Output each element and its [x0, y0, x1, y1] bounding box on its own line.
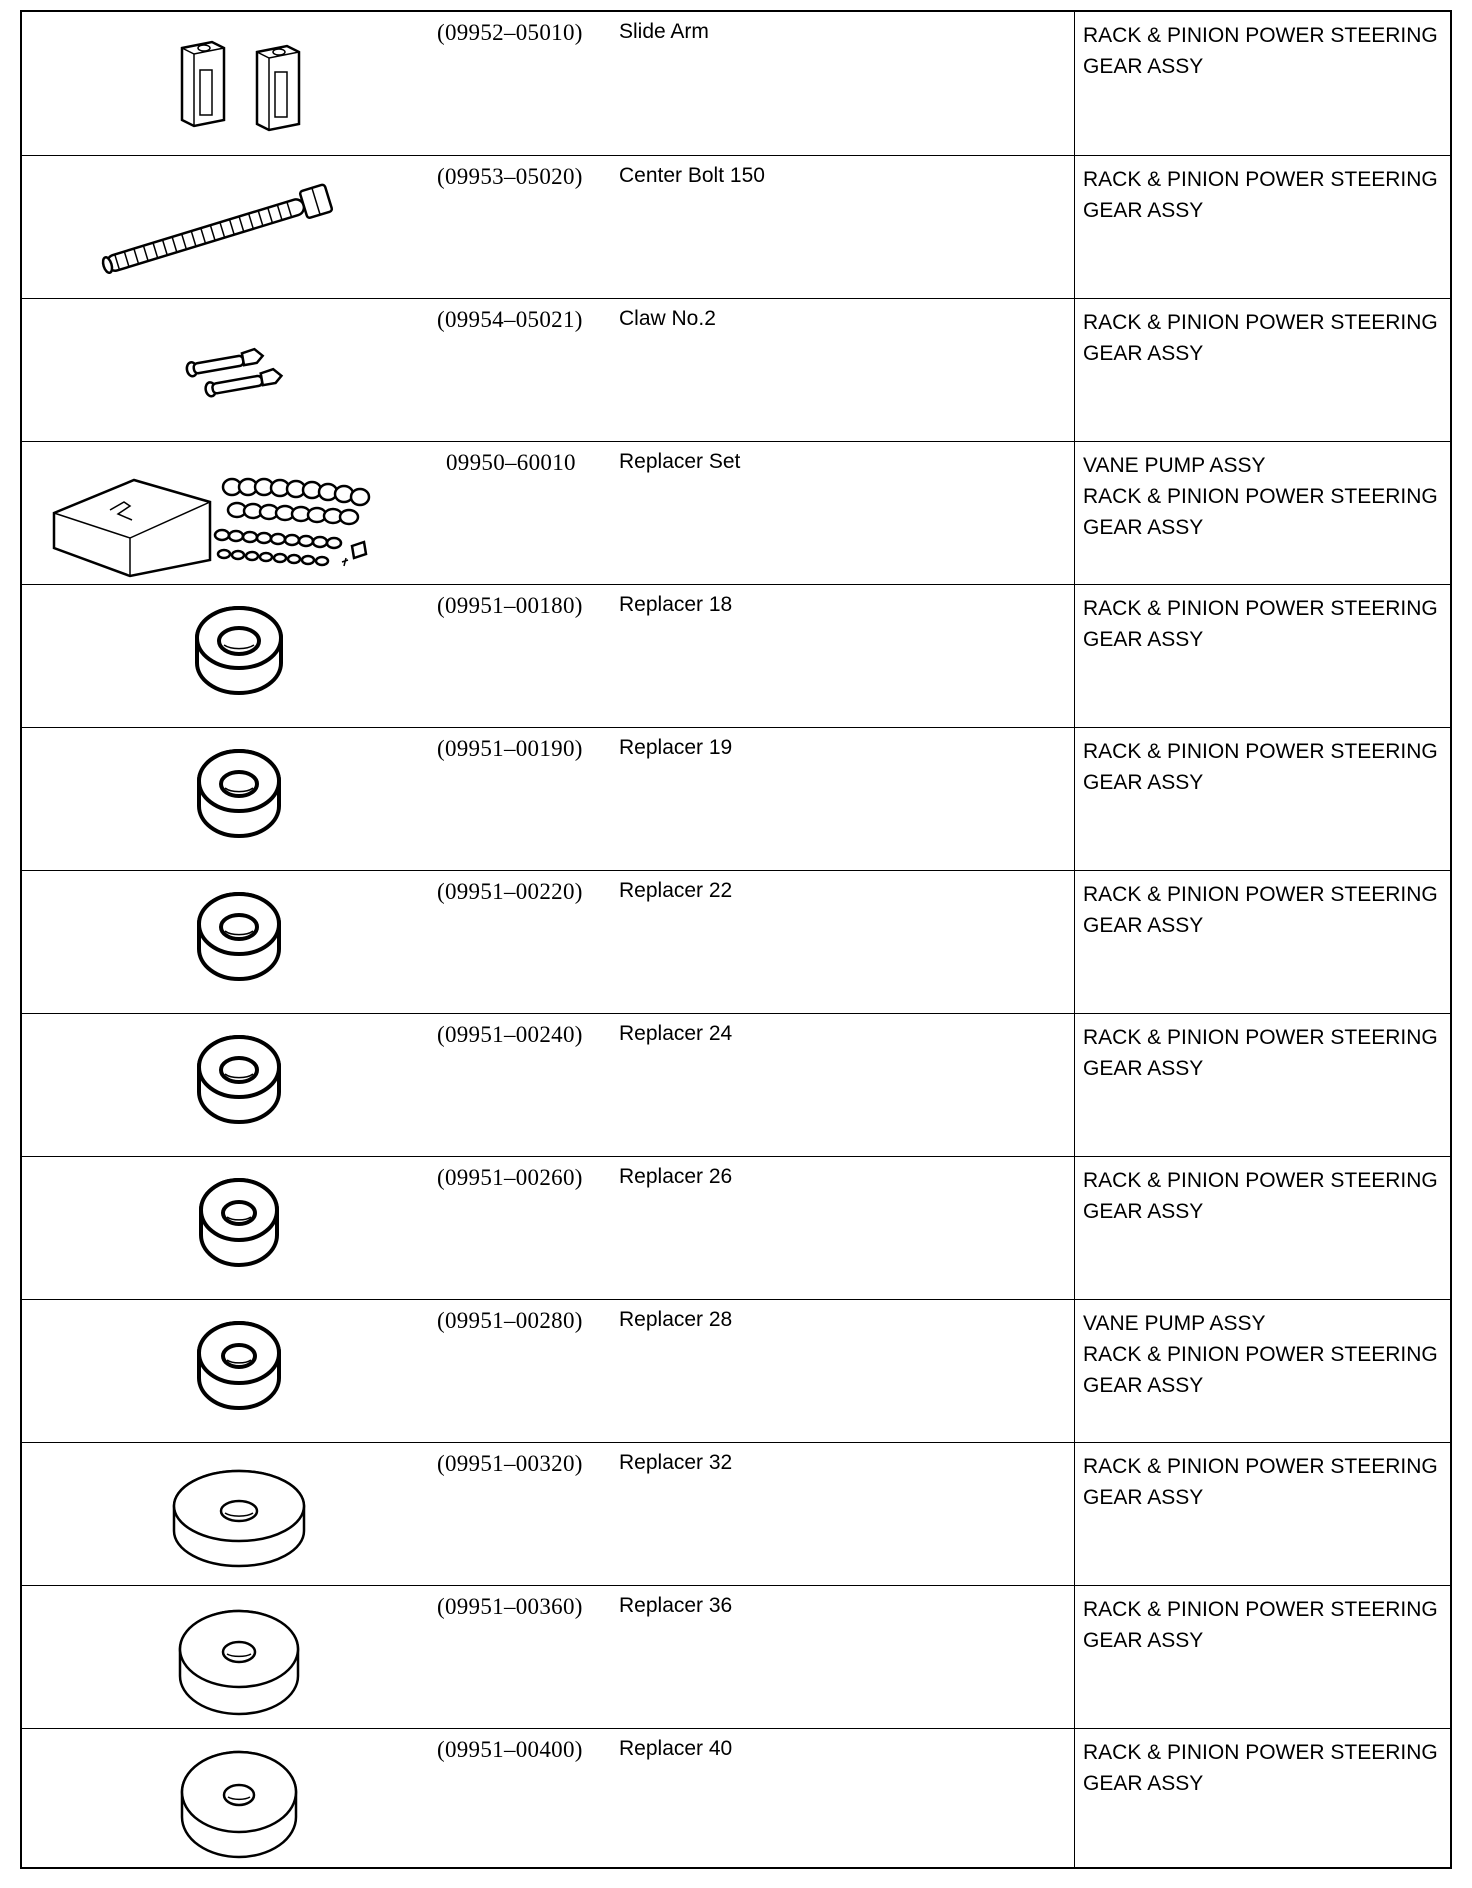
tool-name: Replacer Set: [619, 450, 741, 473]
part-number: (09951–00400): [437, 1737, 583, 1762]
usage-line: RACK & PINION POWER STEERING: [1083, 740, 1438, 763]
usage-list: [1083, 1165, 1453, 1227]
usage-line: RACK & PINION POWER STEERING: [1083, 597, 1438, 620]
table-row: [22, 1728, 1450, 1867]
slide-arm-icon: [52, 20, 432, 145]
part-number: (09951–00190): [437, 736, 583, 761]
usage-list: [1083, 450, 1453, 543]
usage-line: RACK & PINION POWER STEERING: [1083, 485, 1438, 508]
replacer-disc-icon: [52, 1451, 432, 1576]
usage-line: RACK & PINION POWER STEERING: [1083, 1169, 1438, 1192]
tool-name: Replacer 18: [619, 593, 733, 616]
part-number: (09951–00180): [437, 593, 583, 618]
tool-name: Replacer 26: [619, 1165, 733, 1188]
tool-name: Claw No.2: [619, 307, 716, 330]
usage-line: RACK & PINION POWER STEERING: [1083, 311, 1438, 334]
usage-list: [1083, 1737, 1453, 1799]
tool-name: Center Bolt 150: [619, 164, 765, 187]
usage-list: [1083, 1451, 1453, 1513]
usage-line: RACK & PINION POWER STEERING: [1083, 168, 1438, 191]
usage-line: GEAR ASSY: [1083, 1200, 1204, 1223]
usage-line: RACK & PINION POWER STEERING: [1083, 1026, 1438, 1049]
part-number: (09952–05010): [437, 20, 583, 45]
replacer-ring-icon: [52, 1308, 432, 1433]
usage-line: RACK & PINION POWER STEERING: [1083, 24, 1438, 47]
usage-line: GEAR ASSY: [1083, 628, 1204, 651]
usage-line: GEAR ASSY: [1083, 914, 1204, 937]
table-row: [22, 870, 1450, 1013]
usage-line: GEAR ASSY: [1083, 199, 1204, 222]
table-row: [22, 1156, 1450, 1299]
replacer-set-icon: [52, 450, 432, 575]
replacer-disc-icon: [52, 1737, 432, 1862]
usage-line: GEAR ASSY: [1083, 771, 1204, 794]
table-row: [22, 155, 1450, 298]
table-row: [22, 1585, 1450, 1728]
usage-line: GEAR ASSY: [1083, 55, 1204, 78]
usage-line: RACK & PINION POWER STEERING: [1083, 1455, 1438, 1478]
replacer-ring-icon: [52, 593, 432, 718]
usage-line: GEAR ASSY: [1083, 1629, 1204, 1652]
tool-table: [20, 10, 1452, 1869]
tool-name: Slide Arm: [619, 20, 709, 43]
usage-list: [1083, 1022, 1453, 1084]
usage-line: VANE PUMP ASSY: [1083, 454, 1266, 477]
table-row: [22, 12, 1450, 155]
usage-line: GEAR ASSY: [1083, 342, 1204, 365]
table-row: [22, 298, 1450, 441]
usage-line: GEAR ASSY: [1083, 1374, 1204, 1397]
part-number: (09951–00320): [437, 1451, 583, 1476]
usage-list: [1083, 307, 1453, 369]
part-number: (09954–05021): [437, 307, 583, 332]
part-number: (09951–00240): [437, 1022, 583, 1047]
part-number: (09951–00220): [437, 879, 583, 904]
tool-name: Replacer 19: [619, 736, 733, 759]
table-row: [22, 441, 1450, 584]
usage-list: [1083, 1308, 1453, 1401]
usage-list: [1083, 1594, 1453, 1656]
tool-name: Replacer 32: [619, 1451, 733, 1474]
tool-name: Replacer 22: [619, 879, 733, 902]
usage-line: RACK & PINION POWER STEERING: [1083, 1343, 1438, 1366]
part-number: (09951–00360): [437, 1594, 583, 1619]
usage-line: RACK & PINION POWER STEERING: [1083, 1741, 1438, 1764]
replacer-ring-icon: [52, 736, 432, 861]
replacer-ring-icon: [52, 1022, 432, 1147]
tool-name: Replacer 36: [619, 1594, 733, 1617]
tool-name: Replacer 40: [619, 1737, 733, 1760]
usage-line: RACK & PINION POWER STEERING: [1083, 1598, 1438, 1621]
part-number: (09953–05020): [437, 164, 583, 189]
replacer-ring-icon: [52, 1165, 432, 1290]
usage-list: [1083, 593, 1453, 655]
part-number: 09950–60010: [446, 450, 576, 475]
usage-line: GEAR ASSY: [1083, 516, 1204, 539]
usage-line: GEAR ASSY: [1083, 1486, 1204, 1509]
usage-line: GEAR ASSY: [1083, 1772, 1204, 1795]
usage-line: GEAR ASSY: [1083, 1057, 1204, 1080]
part-number: (09951–00260): [437, 1165, 583, 1190]
replacer-disc-icon: [52, 1594, 432, 1719]
tool-name: Replacer 28: [619, 1308, 733, 1331]
usage-list: [1083, 879, 1453, 941]
usage-line: RACK & PINION POWER STEERING: [1083, 883, 1438, 906]
table-row: [22, 727, 1450, 870]
center-bolt-icon: [52, 164, 432, 289]
part-number: (09951–00280): [437, 1308, 583, 1333]
usage-list: [1083, 736, 1453, 798]
table-row: [22, 1013, 1450, 1156]
usage-list: [1083, 20, 1453, 82]
table-row: [22, 584, 1450, 727]
tool-name: Replacer 24: [619, 1022, 733, 1045]
table-row: [22, 1299, 1450, 1442]
usage-line: VANE PUMP ASSY: [1083, 1312, 1266, 1335]
usage-list: [1083, 164, 1453, 226]
table-row: [22, 1442, 1450, 1585]
claw-icon: [52, 307, 432, 432]
replacer-ring-icon: [52, 879, 432, 1004]
